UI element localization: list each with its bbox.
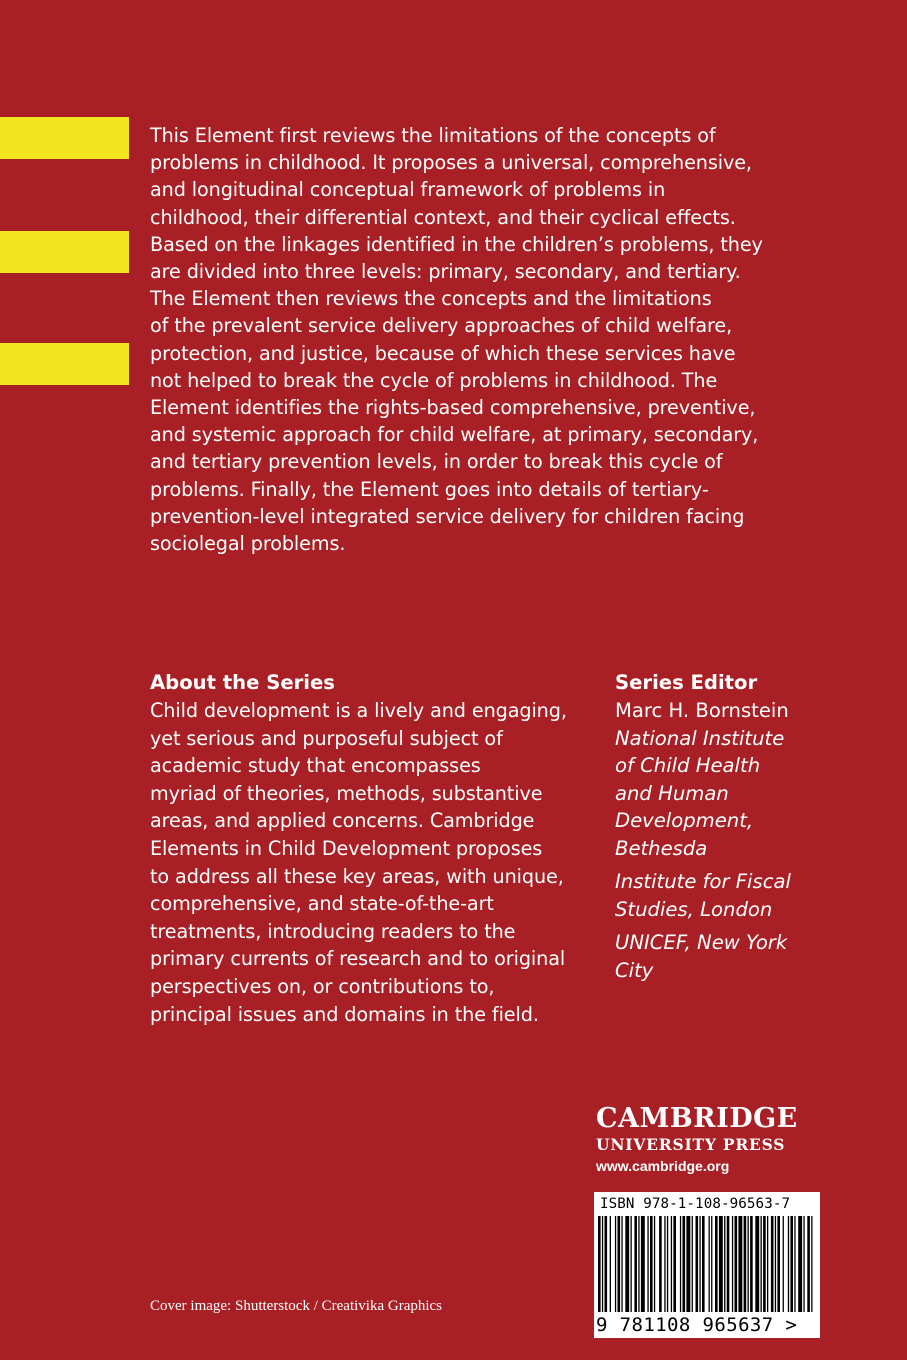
about-line: comprehensive, and state-of-the-art bbox=[150, 892, 494, 916]
barcode-bar bbox=[659, 1216, 662, 1312]
publisher-logo bbox=[596, 1103, 826, 1177]
book-blurb bbox=[150, 122, 850, 557]
blurb-line: and longitudinal conceptual framework of problems in bbox=[150, 178, 666, 202]
about-the-series bbox=[150, 669, 610, 1028]
barcode-bar bbox=[735, 1216, 738, 1312]
barcode-bar bbox=[732, 1216, 733, 1312]
about-line: principal issues and domains in the field. bbox=[150, 1002, 539, 1026]
editor-affiliation bbox=[615, 725, 875, 863]
barcode-bar bbox=[664, 1216, 665, 1312]
blurb-line: and tertiary prevention levels, in order to break this cycle of bbox=[150, 450, 723, 474]
barcode-bar bbox=[803, 1216, 804, 1312]
yellow-stripe bbox=[0, 231, 129, 273]
blurb-line: Element identifies the rights-based comprehensive, preventive, bbox=[150, 396, 756, 420]
blurb-line: protection, and justice, because of which these services have bbox=[150, 341, 736, 365]
barcode-bar bbox=[807, 1216, 810, 1312]
about-line: primary currents of research and to original bbox=[150, 947, 566, 971]
barcode-bar bbox=[767, 1216, 768, 1312]
blurb-line: problems. Finally, the Element goes into details of tertiary- bbox=[150, 477, 709, 501]
isbn-label: ISBN 978-1-108-96563-7 bbox=[600, 1196, 791, 1212]
barcode-bar bbox=[727, 1216, 730, 1312]
barcode-digits: 9 781108 965637 > bbox=[596, 1314, 798, 1336]
barcode-bar bbox=[625, 1216, 629, 1312]
barcode-bar bbox=[702, 1216, 705, 1312]
barcode-bar bbox=[610, 1216, 611, 1312]
barcode-bar bbox=[650, 1216, 653, 1312]
barcode-bar bbox=[667, 1216, 668, 1312]
editor-heading: Series Editor bbox=[615, 671, 758, 694]
barcode-bar bbox=[647, 1216, 648, 1312]
about-line: treatments, introducing readers to the bbox=[150, 919, 516, 943]
about-heading: About the Series bbox=[150, 671, 335, 694]
blurb-line: Based on the linkages identified in the children’s problems, they bbox=[150, 232, 763, 256]
blurb-line: sociolegal problems. bbox=[150, 532, 346, 556]
affiliation-line: Development, bbox=[615, 809, 754, 832]
barcode-bar bbox=[638, 1216, 639, 1312]
blurb-line: and systemic approach for child welfare, at primary, secondary, bbox=[150, 423, 759, 447]
barcode-bar bbox=[719, 1216, 723, 1312]
barcode-bar bbox=[634, 1216, 637, 1312]
affiliation-line: Institute for Fiscal bbox=[615, 870, 791, 893]
barcode-bar bbox=[783, 1216, 784, 1312]
about-line: yet serious and purposeful subject of bbox=[150, 726, 503, 750]
barcode-bar bbox=[631, 1216, 632, 1312]
blurb-line: childhood, their differential context, and their cyclical effects. bbox=[150, 205, 736, 229]
barcode-bar bbox=[654, 1216, 655, 1312]
about-line: academic study that encompasses bbox=[150, 754, 481, 778]
barcode-bar bbox=[790, 1216, 793, 1312]
about-line: to address all these key areas, with unique, bbox=[150, 864, 564, 888]
affiliation-line: Studies, London bbox=[615, 897, 773, 921]
about-line: Child development is a lively and engaging, bbox=[150, 699, 567, 722]
affiliation-line: National Institute bbox=[615, 726, 785, 750]
barcode-bar bbox=[671, 1216, 672, 1312]
publisher-subtitle: UNIVERSITY PRESS bbox=[596, 1135, 786, 1154]
blurb-line: are divided into three levels: primary, secondary, and tertiary. bbox=[150, 260, 741, 284]
barcode-bar bbox=[798, 1216, 802, 1312]
blurb-line: problems in childhood. It proposes a universal, comprehensive, bbox=[150, 151, 752, 175]
about-line: areas, and applied concerns. Cambridge bbox=[150, 809, 535, 833]
barcode-bar bbox=[602, 1216, 603, 1312]
yellow-stripe bbox=[0, 117, 129, 159]
about-line: myriad of theories, methods, substantive bbox=[150, 781, 543, 805]
affiliation-line: and Human bbox=[615, 781, 729, 805]
about-line: Elements in Child Development proposes bbox=[150, 836, 543, 860]
barcode-bar bbox=[744, 1216, 747, 1312]
blurb-line: prevention-level integrated service delivery for children facing bbox=[150, 504, 745, 528]
yellow-stripe bbox=[0, 343, 129, 385]
affiliation-line: of Child Health bbox=[615, 754, 761, 777]
barcode-bar bbox=[618, 1216, 621, 1312]
barcode-bar bbox=[761, 1216, 762, 1312]
barcode-bar bbox=[771, 1216, 774, 1312]
editor-name: Marc H. Bornstein bbox=[615, 699, 789, 722]
publisher-name: CAMBRIDGE bbox=[596, 1103, 798, 1134]
barcode-bar bbox=[777, 1216, 780, 1312]
affiliation-line: UNICEF, New York bbox=[615, 931, 788, 954]
blurb-line: This Element first reviews the limitations of the concepts of bbox=[150, 124, 716, 147]
barcode-bar bbox=[711, 1216, 712, 1312]
series-editor bbox=[615, 669, 875, 990]
barcode-bar bbox=[680, 1216, 681, 1312]
barcode-bar bbox=[641, 1216, 645, 1312]
barcode-bar bbox=[724, 1216, 725, 1312]
barcode-bar bbox=[692, 1216, 693, 1312]
blurb-line: of the prevalent service delivery approaches of child welfare, bbox=[150, 314, 733, 338]
editor-affiliations bbox=[615, 725, 875, 985]
about-line: perspectives on, or contributions to, bbox=[150, 974, 495, 998]
barcode-bar bbox=[605, 1216, 608, 1312]
barcode-bar bbox=[748, 1216, 749, 1312]
barcode-bar bbox=[699, 1216, 700, 1312]
barcode-bar bbox=[794, 1216, 795, 1312]
barcode-bar bbox=[715, 1216, 718, 1312]
barcode-bar bbox=[696, 1216, 699, 1312]
barcode-bar bbox=[755, 1216, 759, 1312]
barcode-bars bbox=[598, 1216, 816, 1312]
barcode-bar bbox=[775, 1216, 776, 1312]
blurb-line: not helped to break the cycle of problems in childhood. The bbox=[150, 368, 718, 392]
barcode-bar bbox=[709, 1216, 710, 1312]
barcode-bar bbox=[686, 1216, 690, 1312]
about-text bbox=[150, 697, 610, 1028]
barcode-bar bbox=[811, 1216, 812, 1312]
barcode-bar bbox=[738, 1216, 742, 1312]
barcode-bar bbox=[763, 1216, 766, 1312]
barcode bbox=[594, 1192, 820, 1338]
barcode-bar bbox=[598, 1216, 601, 1312]
affiliation-line: City bbox=[615, 958, 654, 982]
cover-credit: Cover image: Shutterstock / Creativika Graphics bbox=[150, 1298, 443, 1314]
barcode-bar bbox=[621, 1216, 622, 1312]
barcode-bar bbox=[750, 1216, 753, 1312]
blurb-line: The Element then reviews the concepts and the limitations bbox=[150, 287, 712, 311]
editor-affiliation bbox=[615, 868, 875, 923]
affiliation-line: Bethesda bbox=[615, 836, 708, 860]
barcode-bar bbox=[615, 1216, 616, 1312]
editor-affiliation bbox=[615, 929, 875, 984]
barcode-bar bbox=[683, 1216, 686, 1312]
barcode-bar bbox=[788, 1216, 789, 1312]
barcode-bar bbox=[673, 1216, 676, 1312]
publisher-website: www.cambridge.org bbox=[596, 1158, 730, 1174]
